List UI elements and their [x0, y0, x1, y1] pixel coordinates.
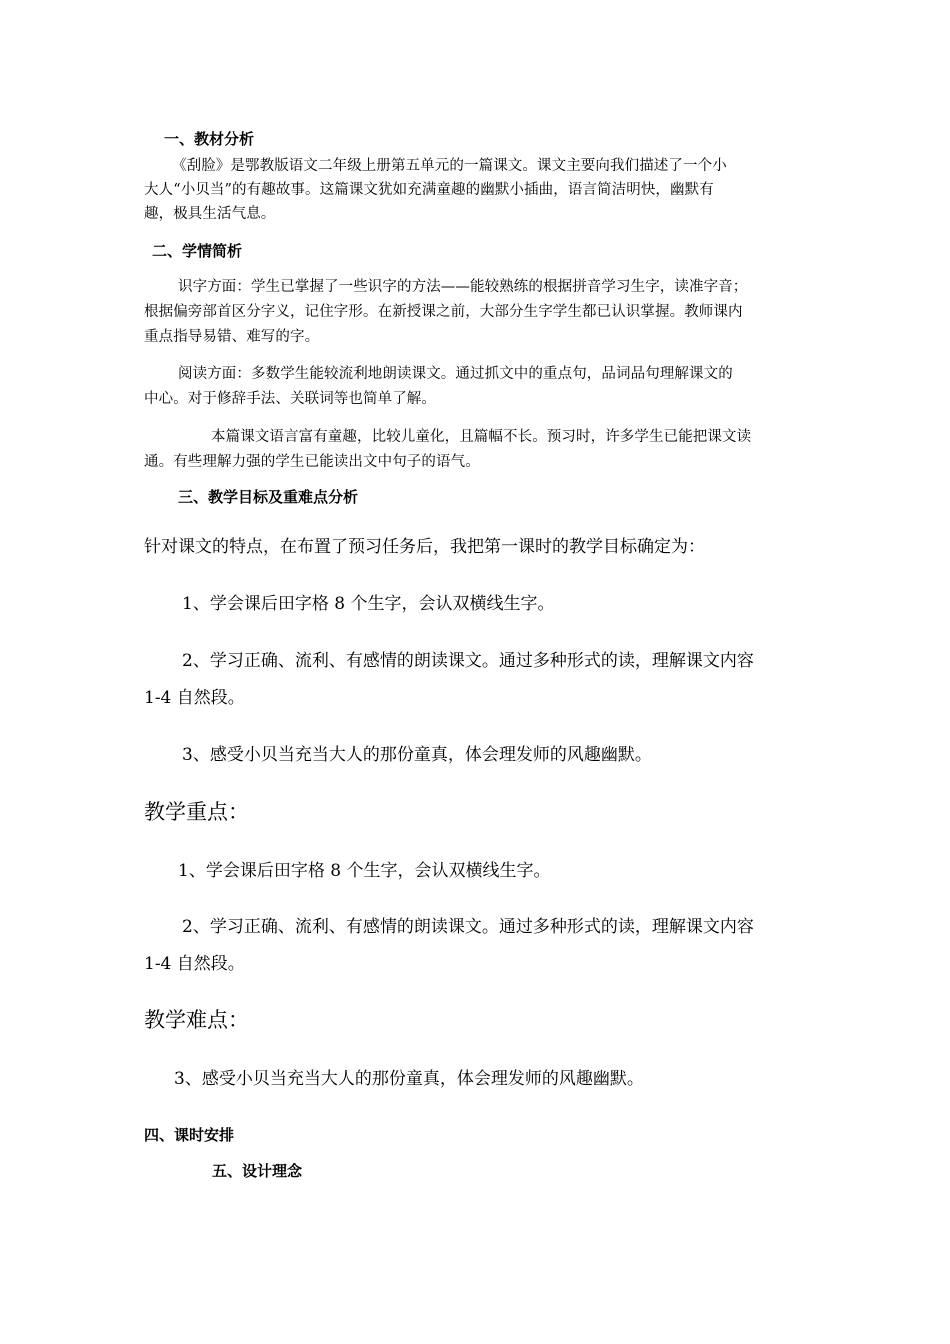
paragraph-line: 本篇课文语言富有童趣，比较儿童化，且篇幅不长。预习时，许多学生已能把课文读: [211, 429, 752, 445]
key-points-title: 教学重点：: [144, 800, 249, 824]
paragraph-line: 大人“小贝当”的有趣故事。这篇课文犹如充满童趣的幽默小插曲，语言简洁明快，幽默有: [144, 182, 714, 198]
heading-design-concept: 五、设计理念: [212, 1162, 303, 1180]
paragraph-line: 《刮脸》是鄂教版语文二年级上册第五单元的一篇课文。课文主要向我们描述了一个小: [172, 158, 727, 174]
goal-item: 1、学会课后田字格 8 个生字，会认双横线生字。: [182, 594, 555, 614]
difficult-points-title: 教学难点：: [144, 1008, 249, 1032]
goals-intro: 针对课文的特点，在布置了预习任务后，我把第一课时的教学目标确定为：: [144, 537, 705, 557]
paragraph-line: 通。有些理解力强的学生已能读出文中句子的语气。: [144, 454, 480, 470]
paragraph-line: 根据偏旁部首区分字义，记住字形。在新授课之前，大部分生字学生都已认识掌握。教师课内: [144, 304, 743, 320]
goal-item-continued: 1-4 自然段。: [144, 688, 245, 708]
heading-teaching-goals: 三、教学目标及重难点分析: [178, 488, 359, 506]
key-point-item-continued: 1-4 自然段。: [144, 954, 245, 974]
goal-item: 3、感受小贝当充当大人的那份童真，体会理发师的风趣幽默。: [182, 745, 652, 765]
key-point-item: 2、学习正确、流利、有感情的朗读课文。通过多种形式的读，理解课文内容: [182, 917, 754, 937]
paragraph-line: 中心。对于修辞手法、关联词等也简单了解。: [144, 391, 436, 407]
difficult-point-item: 3、感受小贝当充当大人的那份童真，体会理发师的风趣幽默。: [174, 1069, 644, 1089]
paragraph-line: 趣，极具生活气息。: [144, 206, 276, 222]
heading-textbook-analysis: 一、教材分析: [164, 130, 255, 148]
paragraph-line: 阅读方面：多数学生能较流利地朗读课文。通过抓文中的重点句，品词品句理解课文的: [178, 366, 733, 382]
heading-lesson-schedule: 四、课时安排: [144, 1126, 235, 1144]
goal-item: 2、学习正确、流利、有感情的朗读课文。通过多种形式的读，理解课文内容: [182, 651, 754, 671]
paragraph-line: 重点指导易错、难写的字。: [144, 329, 320, 345]
heading-student-analysis: 二、学情简析: [152, 242, 243, 260]
paragraph-line: 识字方面：学生已掌握了一些识字的方法——能较熟练的根据拼音学习生字，读准字音；: [178, 279, 748, 295]
key-point-item: 1、学会课后田字格 8 个生字，会认双横线生字。: [178, 861, 551, 881]
